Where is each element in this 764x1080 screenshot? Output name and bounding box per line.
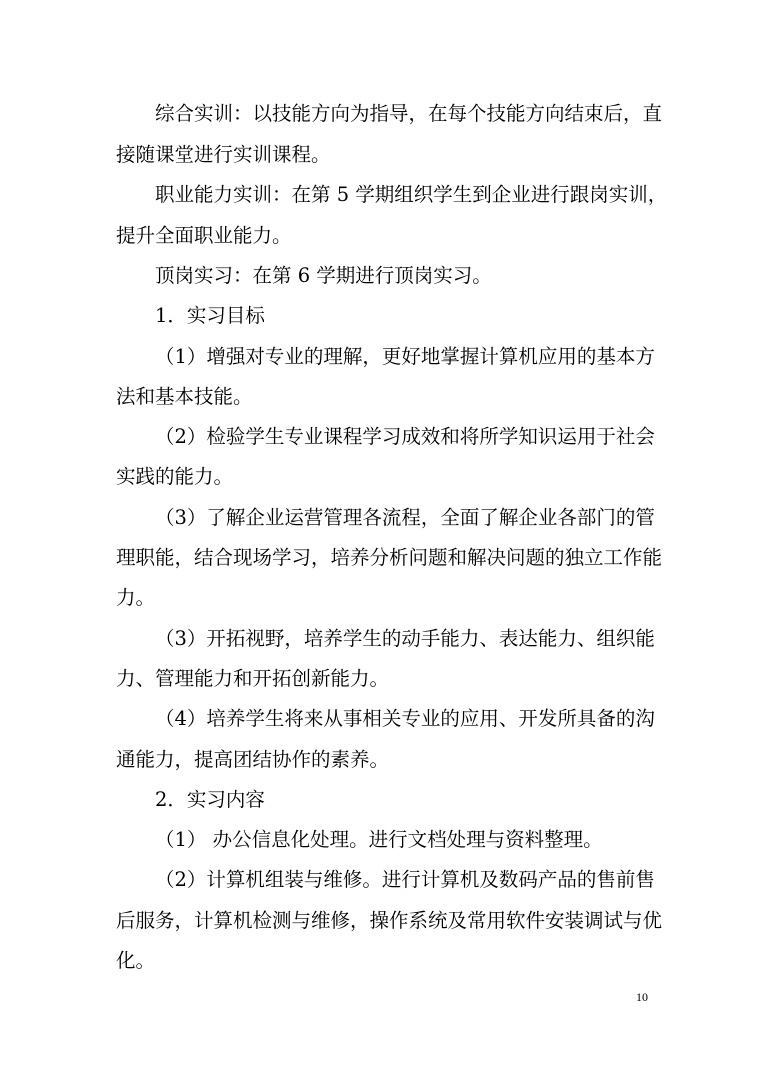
text-line: 理职能，结合现场学习，培养分析问题和解决问题的独立工作能 <box>116 546 663 569</box>
text-line: （2）计算机组装与维修。进行计算机及数码产品的售前售 <box>155 868 655 891</box>
text-line: （1）增强对专业的理解，更好地掌握计算机应用的基本方 <box>155 345 655 368</box>
text-line: （1） 办公信息化处理。进行文档处理与资料整理。 <box>155 828 603 851</box>
text-line: 职业能力实训：在第 5 学期组织学生到企业进行跟岗实训， <box>155 183 668 206</box>
text-line: （2）检验学生专业课程学习成效和将所学知识运用于社会 <box>155 425 655 448</box>
text-line: （3）了解企业运营管理各流程，全面了解企业各部门的管 <box>155 506 655 529</box>
text-line: 力。 <box>116 586 156 609</box>
page-number: 10 <box>636 990 648 1004</box>
text-line: 化。 <box>116 949 156 972</box>
text-line: 综合实训：以技能方向为指导，在每个技能方向结束后，直 <box>155 102 663 125</box>
section-heading: 1．实习目标 <box>155 304 265 327</box>
text-line: 通能力，提高团结协作的素养。 <box>116 748 390 771</box>
text-line: 提升全面职业能力。 <box>116 224 292 247</box>
text-line: 顶岗实习：在第 6 学期进行顶岗实习。 <box>155 264 492 287</box>
text-line: （4）培养学生将来从事相关专业的应用、开发所具备的沟 <box>155 707 655 730</box>
text-line: 接随课堂进行实训课程。 <box>116 143 331 166</box>
text-line: 法和基本技能。 <box>116 385 253 408</box>
text-line: 实践的能力。 <box>116 465 234 488</box>
section-heading: 2．实习内容 <box>155 788 265 811</box>
text-line: 力、管理能力和开拓创新能力。 <box>116 667 390 690</box>
text-line: （3）开拓视野，培养学生的动手能力、表达能力、组织能 <box>155 627 655 650</box>
text-line: 后服务，计算机检测与维修，操作系统及常用软件安装调试与优 <box>116 909 663 932</box>
